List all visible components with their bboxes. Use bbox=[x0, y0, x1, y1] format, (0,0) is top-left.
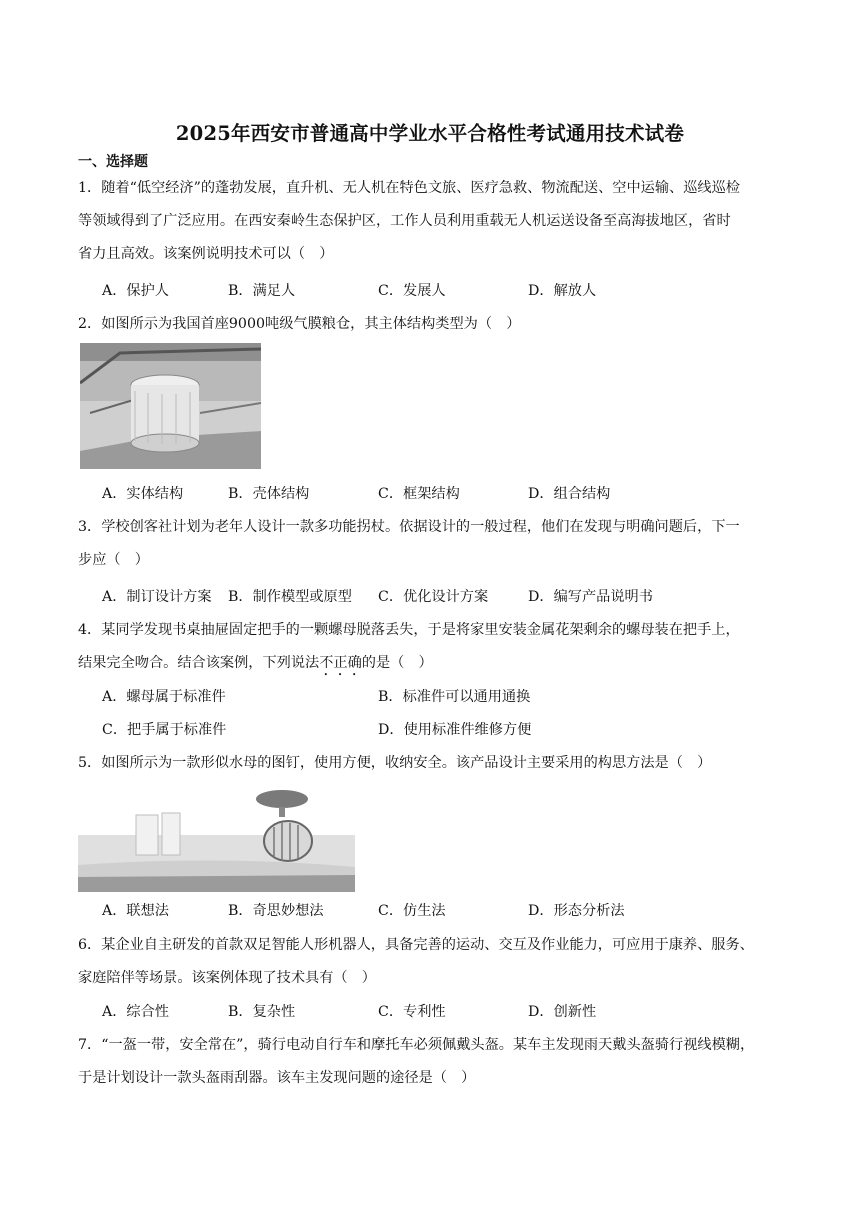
q1-option-d: D．解放人 bbox=[528, 283, 597, 299]
page-title: 2025年西安市普通高中学业水平合格性考试通用技术试卷 bbox=[175, 122, 685, 145]
q3-option-c: C．优化设计方案 bbox=[378, 589, 489, 605]
pushpin-illustration bbox=[78, 785, 355, 892]
q6-option-c: C．专利性 bbox=[378, 1004, 446, 1020]
q5-option-c: C．仿生法 bbox=[378, 903, 446, 919]
q6-line-2: 家庭陪伴等场景。该案例体现了技术具有（ ） bbox=[78, 970, 376, 986]
q1-option-b: B．满足人 bbox=[228, 283, 296, 299]
q3-option-a: A．制订设计方案 bbox=[102, 589, 212, 605]
q1-option-a: A．保护人 bbox=[102, 283, 169, 299]
q2-option-c: C．框架结构 bbox=[378, 486, 460, 502]
q1-line-3: 省力且高效。该案例说明技术可以（ ） bbox=[78, 246, 334, 262]
q1-line-1: 1．随着“低空经济”的蓬勃发展，直升机、无人机在特色文旅、医疗急救、物流配送、空中运输、巡线巡检 bbox=[78, 180, 740, 196]
q5-option-d: D．形态分析法 bbox=[528, 903, 625, 919]
q4-line-1: 4．某同学发现书桌抽屉固定把手的一颗螺母脱落丢失，于是将家里安装金属花架剩余的螺母装在把手上， bbox=[78, 622, 740, 638]
q3-option-d: D．编写产品说明书 bbox=[528, 589, 653, 605]
q5-line-1: 5．如图所示为一款形似水母的图钉，使用方便，收纳安全。该产品设计主要采用的构思方法是（ ） bbox=[78, 755, 712, 771]
q2-option-d: D．组合结构 bbox=[528, 486, 611, 502]
q5-option-b: B．奇思妙想法 bbox=[228, 903, 324, 919]
air-membrane-granary-photo bbox=[80, 343, 261, 469]
q4-option-b: B．标准件可以通用通换 bbox=[378, 689, 531, 705]
q6-option-a: A．综合性 bbox=[102, 1004, 169, 1020]
section-heading: 一、选择题 bbox=[78, 154, 148, 170]
q4-line-2 bbox=[78, 653, 788, 679]
q1-line-2: 等领域得到了广泛应用。在西安秦岭生态保护区，工作人员利用重载无人机运送设备至高海拔地区，省时 bbox=[78, 213, 731, 229]
q2-line-1: 2．如图所示为我国首座9000吨级气膜粮仓，其主体结构类型为（ ） bbox=[78, 316, 521, 332]
q2-option-b: B．壳体结构 bbox=[228, 486, 310, 502]
q6-line-1: 6．某企业自主研发的首款双足智能人形机器人，具备完善的运动、交互及作业能力，可应用于康养、服务、 bbox=[78, 937, 754, 953]
q5-option-a: A．联想法 bbox=[102, 903, 169, 919]
q1-option-c: C．发展人 bbox=[378, 283, 446, 299]
q4-emphasis-not-correct: 不正确 bbox=[319, 655, 362, 671]
q6-option-d: D．创新性 bbox=[528, 1004, 597, 1020]
granary-illustration bbox=[80, 343, 261, 469]
q2-option-a: A．实体结构 bbox=[102, 486, 184, 502]
q4-line-2-post: 的是（ ） bbox=[361, 655, 433, 671]
q7-line-2: 于是计划设计一款头盔雨刮器。该车主发现问题的途径是（ ） bbox=[78, 1070, 476, 1086]
q6-option-b: B．复杂性 bbox=[228, 1004, 296, 1020]
jellyfish-pushpin-photo bbox=[78, 785, 355, 892]
q4-option-c: C．把手属于标准件 bbox=[102, 722, 227, 738]
q4-option-d: D．使用标准件维修方便 bbox=[378, 722, 532, 738]
q3-option-b: B．制作模型或原型 bbox=[228, 589, 352, 605]
q3-line-2: 步应（ ） bbox=[78, 552, 149, 568]
q7-line-1: 7．“一盔一带，安全常在”，骑行电动自行车和摩托车必须佩戴头盔。某车主发现雨天戴头盔骑行视线模糊， bbox=[78, 1037, 755, 1053]
q4-line-2-pre: 结果完全吻合。结合该案例，下列说法 bbox=[78, 655, 320, 671]
q3-line-1: 3．学校创客社计划为老年人设计一款多功能拐杖。依据设计的一般过程，他们在发现与明确问题后，下一 bbox=[78, 519, 740, 535]
q4-option-a: A．螺母属于标准件 bbox=[102, 689, 226, 705]
